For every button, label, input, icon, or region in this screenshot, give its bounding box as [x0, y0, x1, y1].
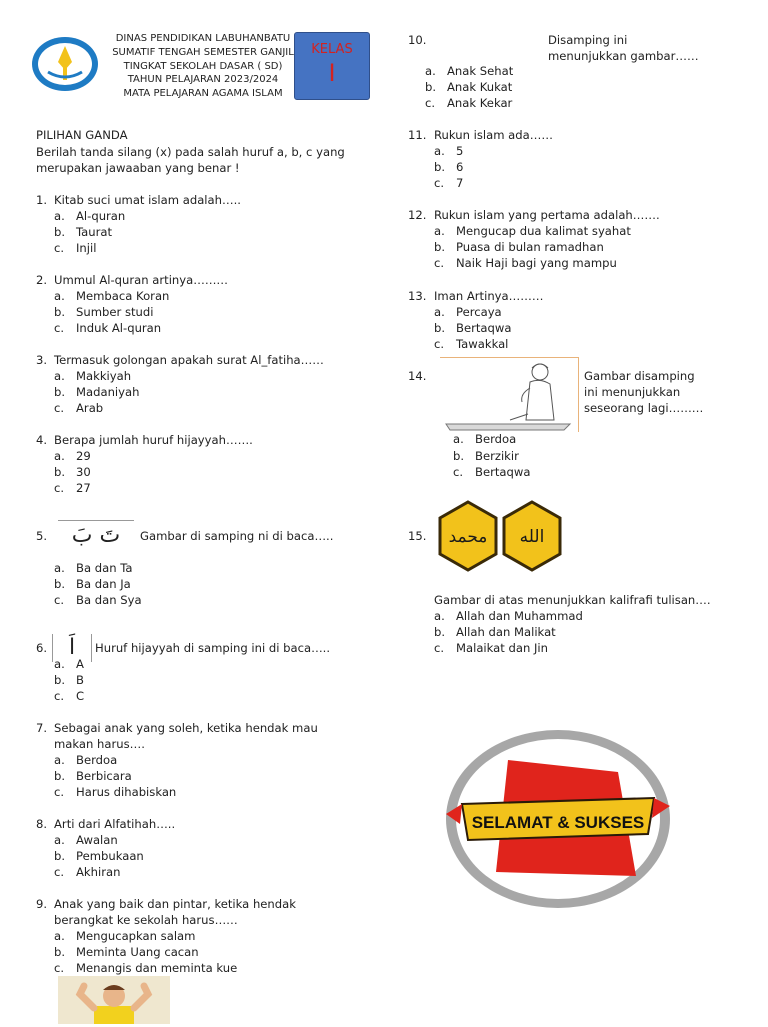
question-number: 15.: [408, 529, 427, 543]
question-text: Ummul Al-quran artinya………: [54, 273, 229, 287]
header-line-4: TAHUN PELAJARAN 2023/2024: [127, 74, 279, 86]
option-c: c. Tawakkal: [434, 337, 509, 351]
option-c: c. Naik Haji bagi yang mampu: [434, 256, 617, 270]
question-text: Gambar di atas menunjukkan kalifrafi tulisan….: [434, 593, 711, 607]
option-b: b. 30: [54, 465, 91, 479]
question-number: 10.: [408, 33, 427, 47]
option-c: c. Ba dan Sya: [54, 593, 142, 607]
option-c: c. Arab: [54, 401, 104, 415]
question-number: 2.: [36, 273, 48, 287]
option-c: c. Anak Kekar: [425, 96, 513, 110]
question-text: Gambar di samping ni di baca…..: [140, 529, 334, 543]
option-b: b. Berzikir: [453, 449, 519, 463]
question-number: 6.: [36, 641, 48, 655]
option-c: c. C: [54, 689, 85, 703]
option-c: c. Bertaqwa: [453, 465, 531, 479]
option-c: c. 7: [434, 176, 464, 190]
option-a: a. A: [54, 657, 84, 671]
calligraphy-muhammad-text: محمد: [448, 527, 488, 547]
option-c: c. 27: [54, 481, 91, 495]
option-b: b. Sumber studi: [54, 305, 154, 319]
option-a: a. Membaca Koran: [54, 289, 170, 303]
question-text-line-2: makan harus….: [54, 737, 145, 751]
option-a: a. Ba dan Ta: [54, 561, 133, 575]
option-b: b. B: [54, 673, 84, 687]
kelas-label: KELAS: [311, 42, 353, 57]
kelas-box: [294, 32, 370, 100]
option-a: a. Berdoa: [453, 432, 517, 446]
option-a: a. Mengucap dua kalimat syahat: [434, 224, 631, 238]
question-text-line-3: seseorang lagi………: [584, 401, 704, 415]
question-text: Rukun islam ada……: [434, 128, 553, 142]
option-a: a. Allah dan Muhammad: [434, 609, 583, 623]
option-b: b. Taurat: [54, 225, 113, 239]
option-b: b. 6: [434, 160, 464, 174]
option-b: b. Ba dan Ja: [54, 577, 131, 591]
header-line-2: SUMATIF TENGAH SEMESTER GANJIL: [112, 46, 294, 58]
calligraphy-allah-text: الله: [519, 527, 545, 547]
option-b: b. Pembukaan: [54, 849, 144, 863]
question-number: 7.: [36, 721, 48, 735]
arabic-alif-image: اَ: [52, 634, 92, 662]
question-text: Kitab suci umat islam adalah…..: [54, 193, 241, 207]
kelas-value: I: [328, 59, 336, 87]
question-number: 12.: [408, 208, 427, 222]
strong-kid-image: [58, 976, 170, 1024]
option-b: b. Allah dan Malikat: [434, 625, 556, 639]
question-text-line-2: menunjukkan gambar……: [548, 49, 699, 63]
option-a: a. 29: [54, 449, 91, 463]
praying-person-image: [440, 357, 579, 432]
option-c: c. Malaikat dan Jin: [434, 641, 548, 655]
question-text: Arti dari Alfatihah…..: [54, 817, 176, 831]
question-text: Huruf hijayyah di samping ini di baca…..: [95, 641, 331, 655]
option-a: a. Makkiyah: [54, 369, 132, 383]
calligraphy-muhammad-image: [436, 500, 500, 572]
option-a: a. 5: [434, 144, 464, 158]
document-header: [88, 32, 318, 101]
option-a: a. Percaya: [434, 305, 502, 319]
instructions-line-1: Berilah tanda silang (x) pada salah huruf a, b, c yang: [36, 145, 345, 159]
selamat-sukses-badge: [442, 726, 674, 912]
option-a: a. Awalan: [54, 833, 118, 847]
option-b: b. Madaniyah: [54, 385, 140, 399]
header-line-3: TINGKAT SEKOLAH DASAR ( SD): [123, 60, 283, 72]
option-a: a. Anak Sehat: [425, 64, 514, 78]
question-text-line-2: ini menunjukkan: [584, 385, 681, 399]
question-number: 11.: [408, 128, 427, 142]
question-number: 8.: [36, 817, 48, 831]
header-line-1: DINAS PENDIDIKAN LABUHANBATU: [115, 33, 291, 44]
option-c: c. Induk Al-quran: [54, 321, 162, 335]
question-number: 13.: [408, 289, 427, 303]
option-b: b. Meminta Uang cacan: [54, 945, 199, 959]
option-b: b. Puasa di bulan ramadhan: [434, 240, 604, 254]
option-c: c. Menangis dan meminta kue: [54, 961, 238, 975]
question-text-line-2: berangkat ke sekolah harus……: [54, 913, 238, 927]
option-a: a. Al-quran: [54, 209, 126, 223]
banner-text: SELAMAT & SUKSES: [471, 813, 645, 832]
question-text: Termasuk golongan apakah surat Al_fatiha……: [54, 353, 324, 367]
option-c: c. Harus dihabiskan: [54, 785, 177, 799]
instructions-line-2: merupakan jawaaban yang benar !: [36, 161, 240, 175]
question-text-line-1: Gambar disamping: [584, 369, 695, 383]
option-c: c. Injil: [54, 241, 97, 255]
question-number: 3.: [36, 353, 48, 367]
option-a: a. Berdoa: [54, 753, 118, 767]
question-number: 1.: [36, 193, 48, 207]
question-text: Iman Artinya………: [434, 289, 544, 303]
option-a: a. Mengucapkan salam: [54, 929, 196, 943]
option-b: b. Berbicara: [54, 769, 132, 783]
question-text-line-1: Anak yang baik dan pintar, ketika hendak: [54, 897, 296, 911]
question-number: 9.: [36, 897, 48, 911]
option-c: c. Akhiran: [54, 865, 121, 879]
section-title: PILIHAN GANDA: [36, 128, 128, 142]
calligraphy-allah-image: [500, 500, 564, 572]
option-b: b. Bertaqwa: [434, 321, 512, 335]
question-text-line-1: Sebagai anak yang soleh, ketika hendak mau: [54, 721, 318, 735]
question-number: 5.: [36, 529, 48, 543]
arabic-letters-image: تَ بَ: [58, 520, 134, 551]
question-text: Rukun islam yang pertama adalah…….: [434, 208, 660, 222]
question-text: Berapa jumlah huruf hijayyah…….: [54, 433, 253, 447]
option-b: b. Anak Kukat: [425, 80, 513, 94]
question-number: 4.: [36, 433, 48, 447]
question-number: 14.: [408, 369, 427, 383]
question-text-line-1: Disamping ini: [548, 33, 628, 47]
header-line-5: MATA PELAJARAN AGAMA ISLAM: [123, 88, 283, 100]
